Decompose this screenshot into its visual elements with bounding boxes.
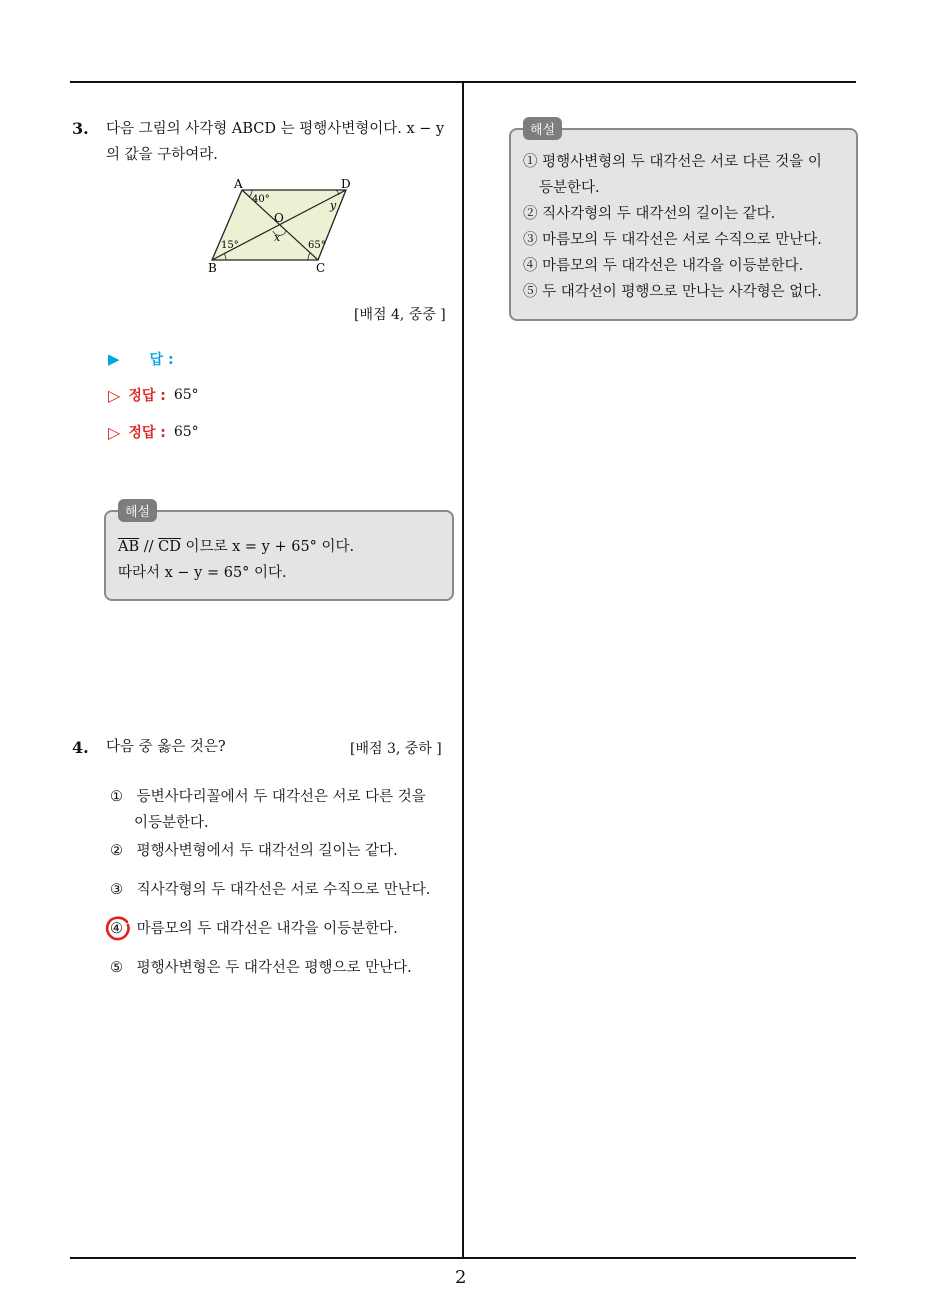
q3-explanation-line1 [118,535,354,556]
play-triangle-icon: ▶ [108,350,120,368]
choice-text: 등변사다리꼴에서 두 대각선은 서로 다른 것을 [136,789,426,805]
q4-explanation-line: ④ 마름모의 두 대각선은 내각을 이등분한다. [523,258,804,274]
q4-explanation-line: 등분한다. [539,180,600,196]
choice-text: 마름모의 두 대각선은 내각을 이등분한다. [136,921,398,937]
angle-label-x: x [274,231,281,244]
q4-explanation-tag: 해설 [523,117,562,140]
parallel-symbol: // [139,539,159,555]
q3-number: 3. [72,119,89,138]
q3-explanation-line2: 따라서 x − y = 65° 이다. [118,565,287,581]
q3-correct-label-1: 정답 : [128,388,166,404]
q4-explanation-box [509,128,858,321]
label-o: O [274,211,284,225]
q3-explanation-tag: 해설 [118,499,157,522]
choice-5[interactable] [110,955,412,981]
label-d: D [341,178,351,191]
choice-4[interactable] [110,916,398,942]
q3-text-line1: 다음 그림의 사각형 ABCD 는 평행사변형이다. x − y [106,121,445,137]
q3-correct-value-1: 65° [173,387,199,403]
q4-explanation-line: ⑤ 두 대각선이 평행으로 만나는 사각형은 없다. [523,284,822,300]
choice-1[interactable] [110,784,450,836]
angle-label-c: 65° [308,240,326,251]
choice-2[interactable] [110,838,398,864]
q4-number: 4. [72,738,89,757]
q3-explanation-line1-rest: 이므로 x = y + 65° 이다. [180,539,355,555]
choice-3[interactable] [110,877,430,903]
choice-text: 평행사변형에서 두 대각선의 길이는 같다. [136,843,398,859]
choice-mark: ④ [110,921,123,937]
q4-score: [배점 3, 중하 ] [350,741,442,757]
choice-mark: ① [110,789,123,805]
segment-ab: $\overline{AB}$ [118,539,140,555]
q4-explanation-line: ① 평행사변형의 두 대각선은 서로 다른 것을 이 [523,154,822,170]
label-b: B [208,261,217,275]
angle-label-y: y [330,199,337,212]
column-divider [462,83,464,1259]
q4-explanation-line: ③ 마름모의 두 대각선은 서로 수직으로 만난다. [523,232,822,248]
angle-label-a: 40° [252,194,270,205]
label-c: C [316,261,326,275]
outline-triangle-icon: ▷ [108,385,121,405]
q3-explanation-box [104,510,454,601]
q3-correct-row-2 [108,422,199,442]
outline-triangle-icon: ▷ [108,422,121,442]
q3-text-line2: 의 값을 구하여라. [106,147,218,163]
q3-answer-label: 답 : [149,352,174,368]
q3-correct-value-2: 65° [173,424,199,440]
choice-mark: ③ [110,882,123,898]
q3-correct-row-1 [108,385,199,405]
parallelogram-figure [200,178,360,278]
angle-label-b: 15° [221,240,239,251]
segment-cd: $\overline{CD}$ [158,539,181,555]
choice-text: 평행사변형은 두 대각선은 평행으로 만난다. [136,960,412,976]
choice-text-cont: 이등분한다. [134,815,209,831]
selected-circle-icon [103,914,133,944]
q4-explanation-line: ② 직사각형의 두 대각선의 길이는 같다. [523,206,776,222]
q4-text: 다음 중 옳은 것은? [106,739,226,755]
q3-correct-label-2: 정답 : [128,425,166,441]
choice-text: 직사각형의 두 대각선은 서로 수직으로 만난다. [136,882,431,898]
q3-score: [배점 4, 중중 ] [354,307,446,323]
choice-mark: ⑤ [110,960,123,976]
q3-answer-row [108,349,174,369]
bottom-rule [70,1257,856,1259]
choice-mark: ② [110,843,123,859]
label-a: A [234,178,243,191]
page-number: 2 [455,1267,467,1288]
